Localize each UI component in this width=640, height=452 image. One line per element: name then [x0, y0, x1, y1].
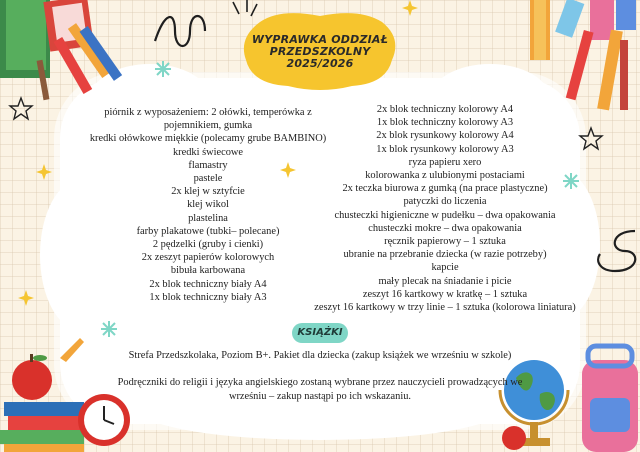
list-item: ubranie na przebranie dziecka (w razie potrzeby) — [343, 249, 547, 261]
list-item: 1x blok techniczny biały A3 — [149, 291, 267, 303]
list-item: kolorowanka z ulubionymi postaciami — [365, 170, 525, 182]
star-yellow-icon — [36, 164, 52, 180]
list-item: chusteczki mokre – dwa opakowania — [368, 222, 522, 234]
list-item: klej wikol — [187, 199, 229, 211]
supplies-list-left — [78, 106, 338, 304]
list-item: 2x klej w sztyfcie — [171, 186, 245, 198]
page-title — [240, 34, 400, 70]
list-item: 2x blok rysunkowy kolorowy A4 — [376, 130, 514, 142]
list-item: ryza papieru xero — [408, 156, 482, 168]
squiggle-illustration — [590, 226, 640, 286]
star-yellow-icon — [18, 290, 34, 306]
list-item: mały plecak na śniadanie i picie — [378, 275, 512, 287]
list-item: zeszyt 16 kartkowy w trzy linie – 1 sztuka (kolorowa liniatura) — [314, 302, 576, 314]
list-item: flamastry — [188, 159, 228, 171]
books-note: Strefa Przedszkolaka, Poziom B+. Pakiet dla dziecka (zakup książek we wrześniu w szkole) — [128, 350, 512, 361]
list-item: farby plakatowe (tubki– polecane) — [136, 225, 280, 237]
list-item: 2x blok techniczny kolorowy A4 — [376, 104, 514, 115]
list-item: 2 pędzelki (gruby i cienki) — [152, 239, 264, 251]
books-heading: KSIĄŻKI — [292, 323, 348, 343]
list-item: pastele — [193, 173, 223, 185]
list-item: 1x blok techniczny kolorowy A3 — [376, 117, 514, 129]
snowflake-icon — [100, 320, 118, 338]
list-item: 2x zeszyt papierów kolorowych — [141, 252, 275, 264]
list-item: 2x teczka biurowa z gumką (na prace plastyczne) — [342, 183, 548, 195]
star-yellow-icon — [402, 0, 418, 16]
list-item: 1x blok rysunkowy kolorowy A3 — [376, 143, 514, 155]
star-outline-icon — [8, 96, 34, 122]
supplies-list-right — [300, 103, 590, 314]
squiggle-illustration — [150, 6, 220, 56]
list-item: kredki świecowe — [172, 146, 244, 158]
list-item: pojemnikiem, gumka — [163, 120, 253, 132]
books-note-religion-english: Podręczniki do religii i języka angielskiego zostaną wybrane przez nauczycieli prowadzących we wrześniu – zakup nastąpi po ich wskazaniu. — [117, 377, 523, 402]
notebooks-pencils-illustration — [0, 0, 140, 110]
list-item: kredki ołówkowe miękkie (polecamy grube BAMBINO) — [89, 133, 327, 145]
list-item: zeszyt 16 kartkowy w kratkę – 1 sztuka — [362, 288, 528, 300]
list-item: 2x blok techniczny biały A4 — [149, 278, 267, 290]
list-item: ręcznik papierowy – 1 sztuka — [384, 236, 506, 248]
snowflake-icon — [154, 60, 172, 78]
list-item: plastelina — [188, 212, 228, 224]
crayons-brushes-illustration — [520, 0, 640, 120]
list-item: chusteczki higieniczne w pudełku – dwa opakowania — [334, 209, 556, 221]
list-item: piórnik z wyposażeniem: 2 ołówki, temperówka z — [104, 107, 312, 118]
list-item: bibuła karbowana — [170, 265, 246, 277]
title-year: 2025/2026 — [286, 57, 354, 70]
list-item: kapcie — [431, 262, 459, 274]
title-line: WYPRAWKA ODDZIAŁ — [251, 33, 389, 46]
list-item: patyczki do liczenia — [403, 196, 487, 208]
title-line: PRZEDSZKOLNY — [269, 45, 371, 58]
